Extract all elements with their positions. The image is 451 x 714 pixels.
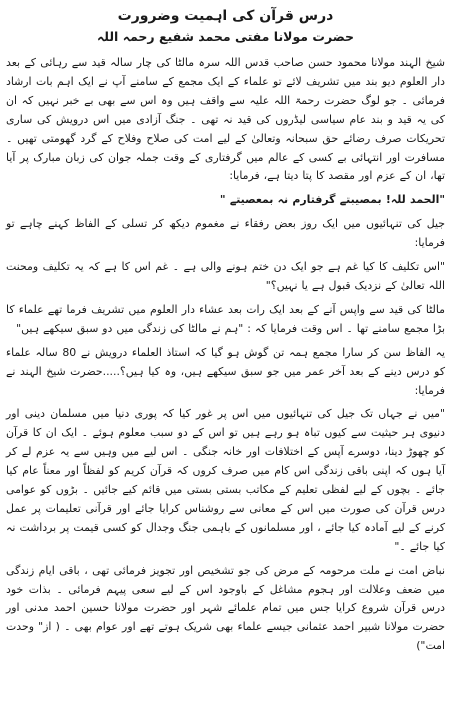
quote-arrest: "الحمد للہ! بمصیبتے گرفتارم نہ بمعصیتے " — [219, 193, 445, 207]
paragraph-conclusion: نباض امت نے ملت مرحومہ کے مرض کی جو تشخیص اور تجویز فرمائی تھی ، باقی ایام زندگی میں ضعف وعلالت اور ہجوم مشاغل کے باوجود اس کے لیے سعی پیہم فرمائی ۔ بذات خود درس قرآن شروع کرایا جس میں تمام علمائے شہر اور حضرت مولانا حسین احمد مدنی اور حضرت مولانا شبیر احمد عثمانی جیسے علماء بھی شریک ہوتے تھے اور عوام بھی ۔ ( از" وحدت امت") — [6, 563, 445, 653]
paragraph-return: مالٹا کی قید سے واپس آنے کے بعد ایک رات بعد عشاء دار العلوم میں تشریف فرما تھے علماء کا بڑا مجمع سامنے تھا ۔ اس وقت فرمایا کہ : "ہم نے مالٹا کی زندگی میں دو سبق سیکھے ہیں" — [6, 302, 445, 335]
quote-grief: "اس تکلیف کا کیا غم ہے جو ایک دن ختم ہونے والی ہے ۔ غم اس کا ہے کہ یہ تکلیف ومحنت اللہ تعالیٰ کے نزدیک قبول ہے یا نہیں؟" — [6, 260, 445, 292]
quote-two-lessons: "میں نے جہاں تک جیل کی تنہائیوں میں اس پر غور کیا کہ پوری دنیا میں مسلمان دینی اور دنیوی ہر حیثیت سے کیوں تباہ ہو رہے ہیں تو اس کے دو سبب معلوم ہوئے ۔ ایک ان کا قرآن کو چھوڑ دینا، دوسرے آپس کے اختلافات اور خانہ جنگی ۔ اس لیے میں وہیں سے یہ عزم لے کر آیا ہوں کہ اپنی باقی زندگی اس کام میں صرف کروں کہ قرآن کریم کو لفظاً اور معناً عام کیا جائے ۔ بچوں کے لیے لفظی تعلیم کے مکاتب بستی بستی میں قائم کیے جائیں ۔ بڑوں کو عوامی درس قرآن کی صورت میں اس کے معانی سے روشناس کرایا جائے اور قرآنی تعلیمات پر عمل کرنے کے لیے آمادہ کیا جائے ، اور مسلمانوں کے باہمی جنگ وجدال کو کسی قیمت پر برداشت نہ کیا جائے ۔" — [6, 407, 445, 553]
article-author: حضرت مولانا مفتی محمد شفیع رحمہ اللہ — [96, 29, 355, 44]
paragraph-jail: جیل کی تنہائیوں میں ایک روز بعض رفقاء نے مغموم دیکھ کر تسلی کے الفاظ کہنے چاہے تو فرمایا: — [6, 217, 445, 250]
paragraph-audience: یہ الفاظ سن کر سارا مجمع ہمہ تن گوش ہو گیا کہ استاذ العلماء درویش نے 80 سالہ علماء کو درس دینے کے بعد آخر عمر میں جو سبق سیکھے ہیں، وہ کیا ہیں؟.....حضرت شیخ الہند نے فرمایا: — [6, 345, 445, 397]
article-title: درس قرآن کی اہمیت وضرورت — [117, 8, 334, 24]
paragraph-intro: شیخ الہند مولانا محمود حسن صاحب قدس اللہ سرہ مالٹا کی چار سالہ قید سے رہائی کے بعد دار العلوم دیو بند میں تشریف لائے تو علماء کے ایک مجمع کے سامنے آپ نے ایک اہم بات ارشاد فرمائی ۔ جو لوگ حضرت رحمۃ اللہ علیہ سے واقف ہیں وہ اس سے بھی بے خبر نہیں کہ ان کی یہ قید و بند عام سیاسی لیڈروں کی قید نہ تھی ۔ جنگ آزادی میں اس درویش کی ساری تحریکات صرف رضائے حق سبحانہ وتعالیٰ کے لیے امت کی صلاح وفلاح کے گرد گھومتی تھیں ۔ مسافرت اور انتہائی بے کسی کے عالم میں گرفتاری کے وقت جملہ جوان کی زبان مبارک پر آیا تھا، ان کے عزم اور مقصد کا پتا دیتا ہے، فرمایا: — [6, 56, 445, 183]
